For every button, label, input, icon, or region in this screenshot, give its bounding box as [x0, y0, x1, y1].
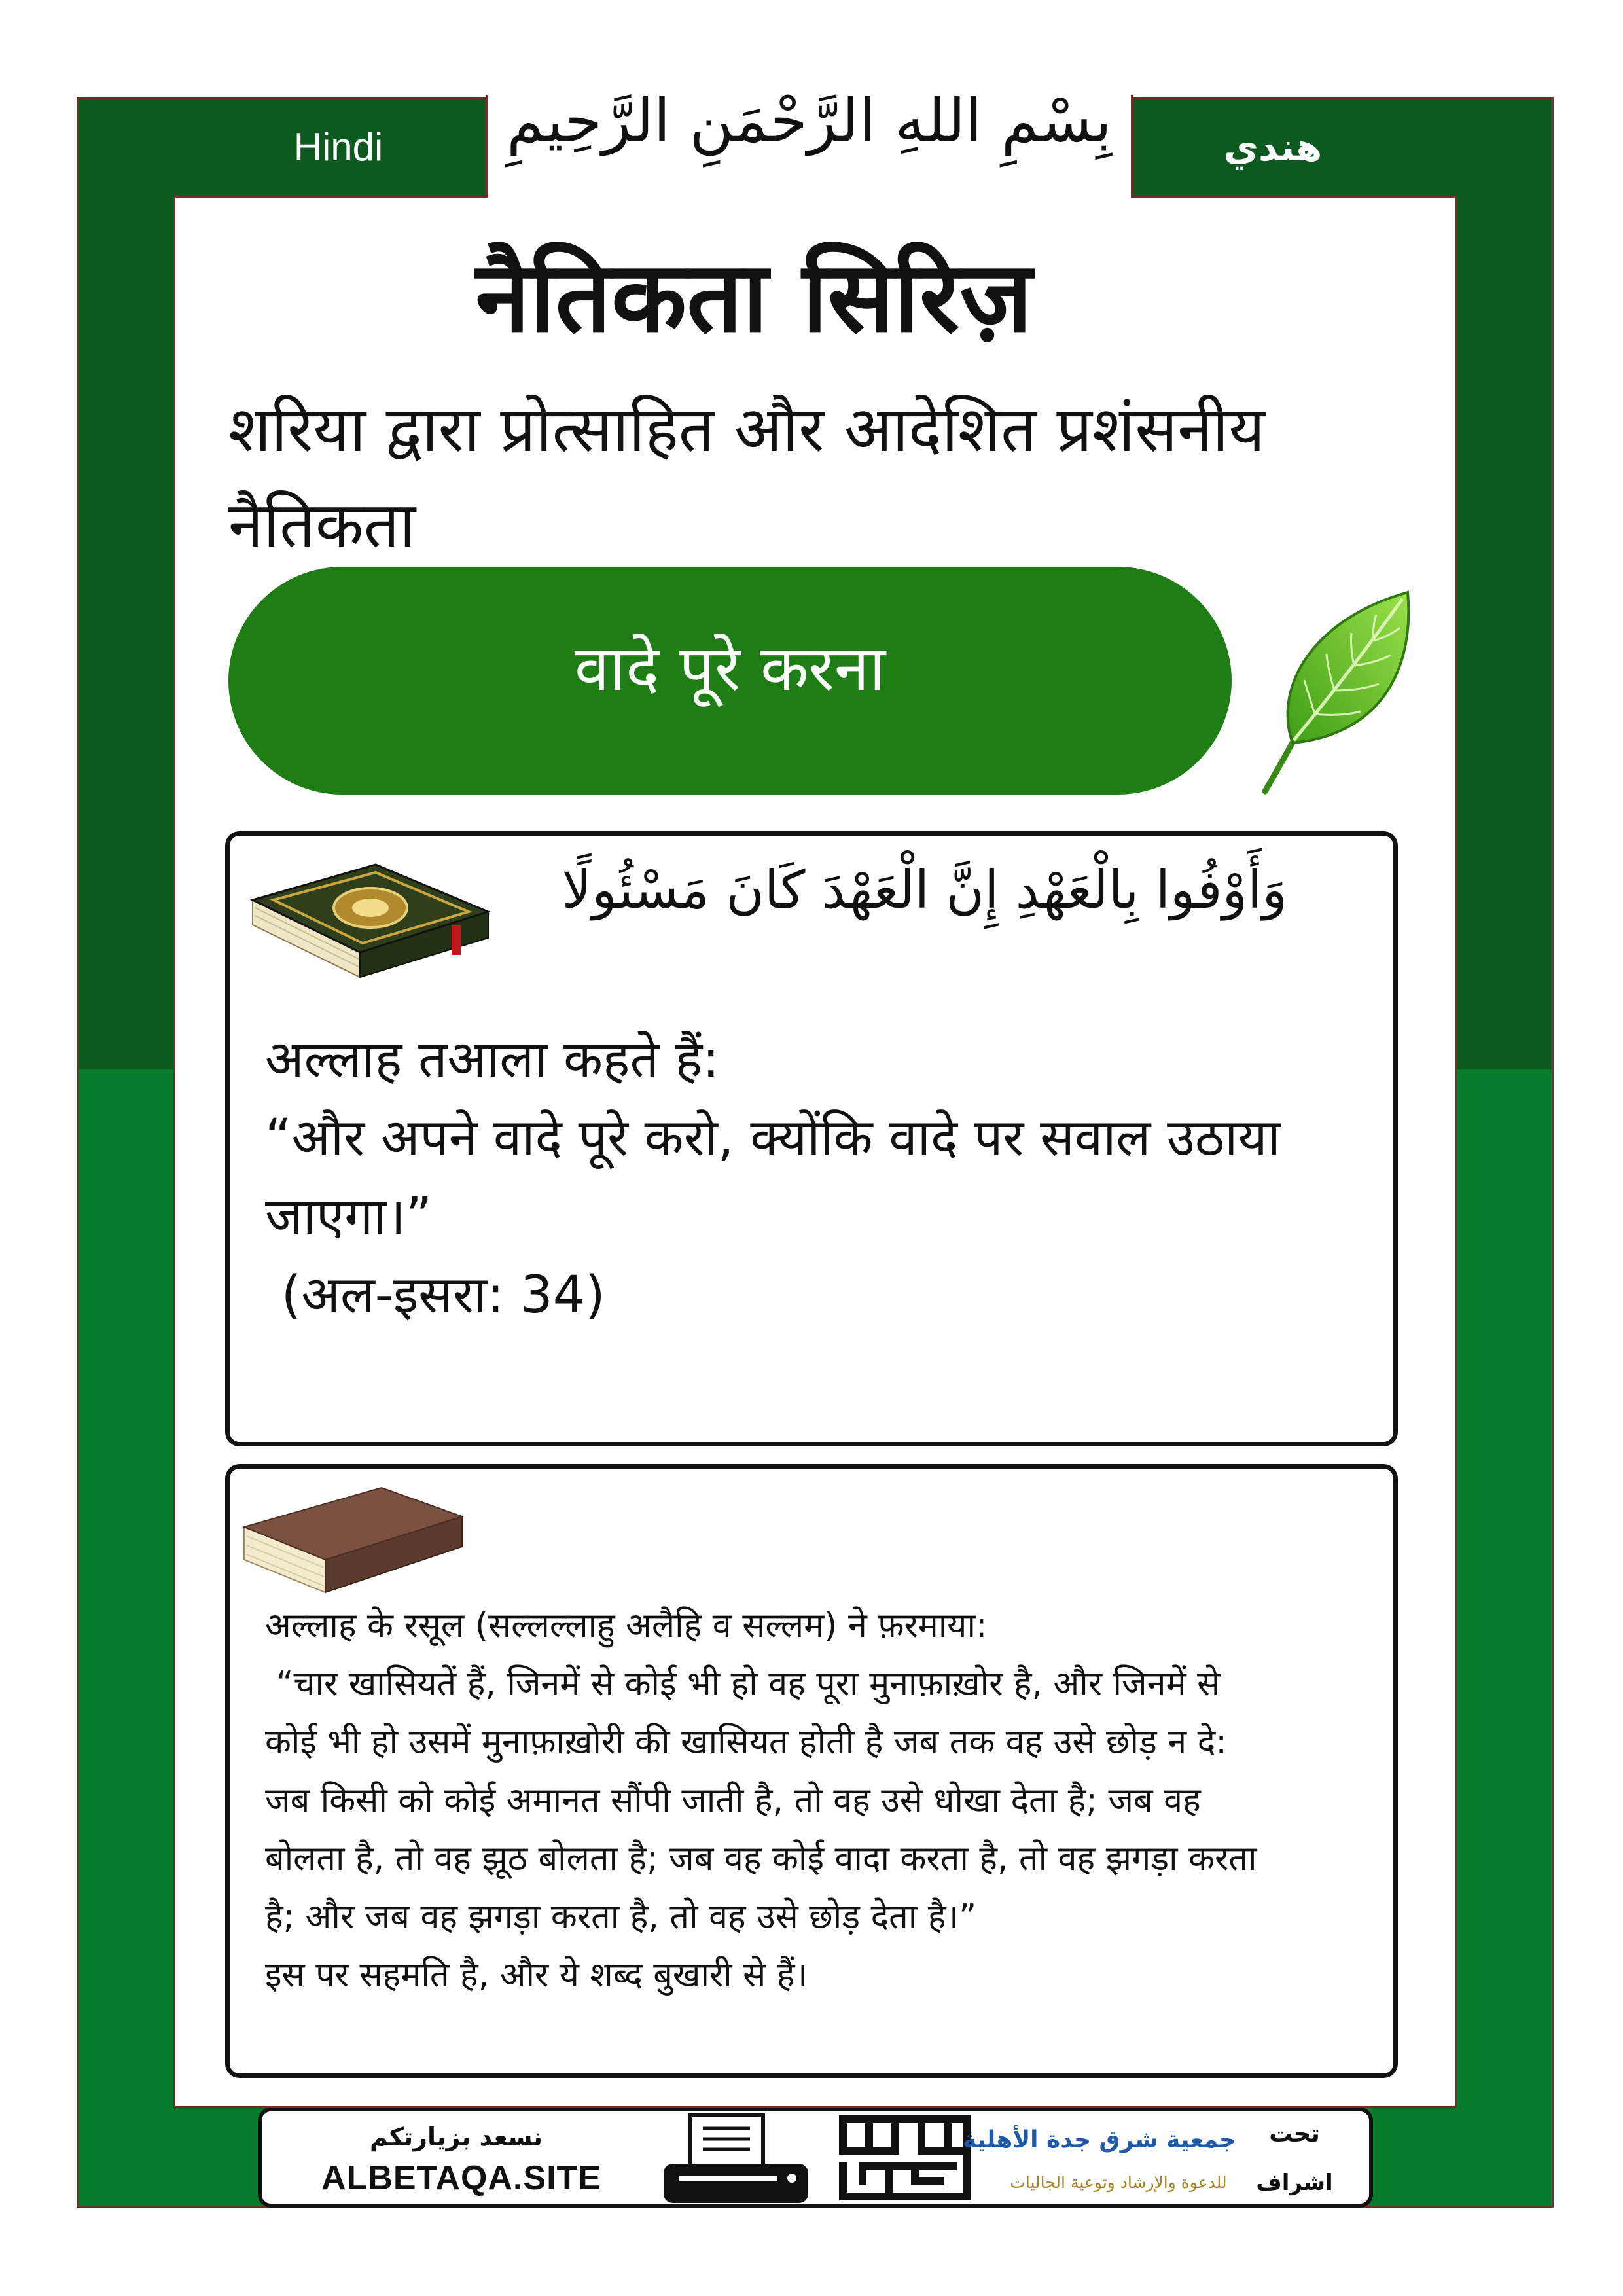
- verse-reference: (अल-इसरा: 34): [265, 1266, 605, 1325]
- association-subtitle: للدعوة والإرشاد وتوعية الجاليات: [1010, 2173, 1227, 2192]
- quran-translation: [265, 1020, 1371, 1335]
- association-name: جمعية شرق جدة الأهلية: [963, 2126, 1236, 2153]
- kufic-logo: [839, 2115, 971, 2200]
- hadith-line: कोई भी हो उसमें मुनाफ़ाख़ोरी की खासियत होती है जब तक वह उसे छोड़ न दे:: [265, 1723, 1227, 1762]
- hadith-line: अल्लाह के रसूल (सल्लल्लाहु अलैहि व सल्लम) ने फ़रमाया:: [265, 1606, 988, 1645]
- subtitle: [228, 382, 1341, 578]
- topic-label: वादे पूरे करना: [574, 631, 886, 705]
- translation-line: अल्लाह तआला कहते हैं:: [265, 1030, 720, 1089]
- hadith-line: बोलता है, तो वह झूठ बोलता है; जब वह कोई वादा करता है, तो वह झगड़ा करता: [265, 1839, 1257, 1878]
- printer-icon: [662, 2113, 810, 2204]
- language-label-english: Hindi: [293, 125, 383, 169]
- hadith-text: [265, 1597, 1378, 2055]
- site-link[interactable]: ALBETAQA.SITE: [321, 2159, 602, 2197]
- quran-verse-box: [225, 831, 1398, 1446]
- hadith-box: [225, 1464, 1398, 2078]
- subtitle-line: नैतिकता: [228, 488, 416, 562]
- quran-book-icon: [247, 861, 493, 986]
- hadith-line: “चार खासियतें हैं, जिनमें से कोई भी हो वह पूरा मुनाफ़ाख़ोर है, और जिनमें से: [265, 1664, 1221, 1704]
- translation-line: “और अपने वादे पूरे करो, क्योंकि वादे पर सवाल उठाया: [265, 1109, 1281, 1168]
- quran-ayah: وَأَوْفُوا بِالْعَهْدِ إِنَّ الْعَهْدَ كَانَ مَسْئُولًا: [562, 859, 1287, 920]
- subtitle-line: शरिया द्वारा प्रोत्साहित और आदेशित प्रशंसनीय: [228, 393, 1266, 466]
- language-label-arabic: هندي: [1223, 125, 1323, 170]
- bismillah-calligraphy: بِسْمِ اللهِ الرَّحْمَنِ الرَّحِيمِ: [507, 86, 1112, 156]
- translation-line: जाएगा।”: [265, 1187, 433, 1246]
- book-icon: [243, 1486, 463, 1597]
- footer-tagline: نسعد بزيارتكم: [369, 2123, 543, 2151]
- supervision-label: اشراف: [1256, 2170, 1333, 2196]
- topic-banner: [228, 567, 1232, 795]
- hadith-line: जब किसी को कोई अमानत सौंपी जाती है, तो वह उसे धोखा देता है; जब वह: [265, 1781, 1201, 1820]
- hadith-source: इस पर सहमति है, और ये शब्द बुखारी से हैं।: [265, 1956, 808, 1995]
- leaf-icon: [1262, 588, 1412, 795]
- hadith-line: है; और जब वह झगड़ा करता है, तो वह उसे छोड़ देता है।”: [265, 1897, 977, 1937]
- footer-bar: [258, 2108, 1373, 2208]
- page-title: नैतिकता सिरिज़: [475, 241, 1033, 355]
- supervision-label: تحت: [1269, 2121, 1320, 2147]
